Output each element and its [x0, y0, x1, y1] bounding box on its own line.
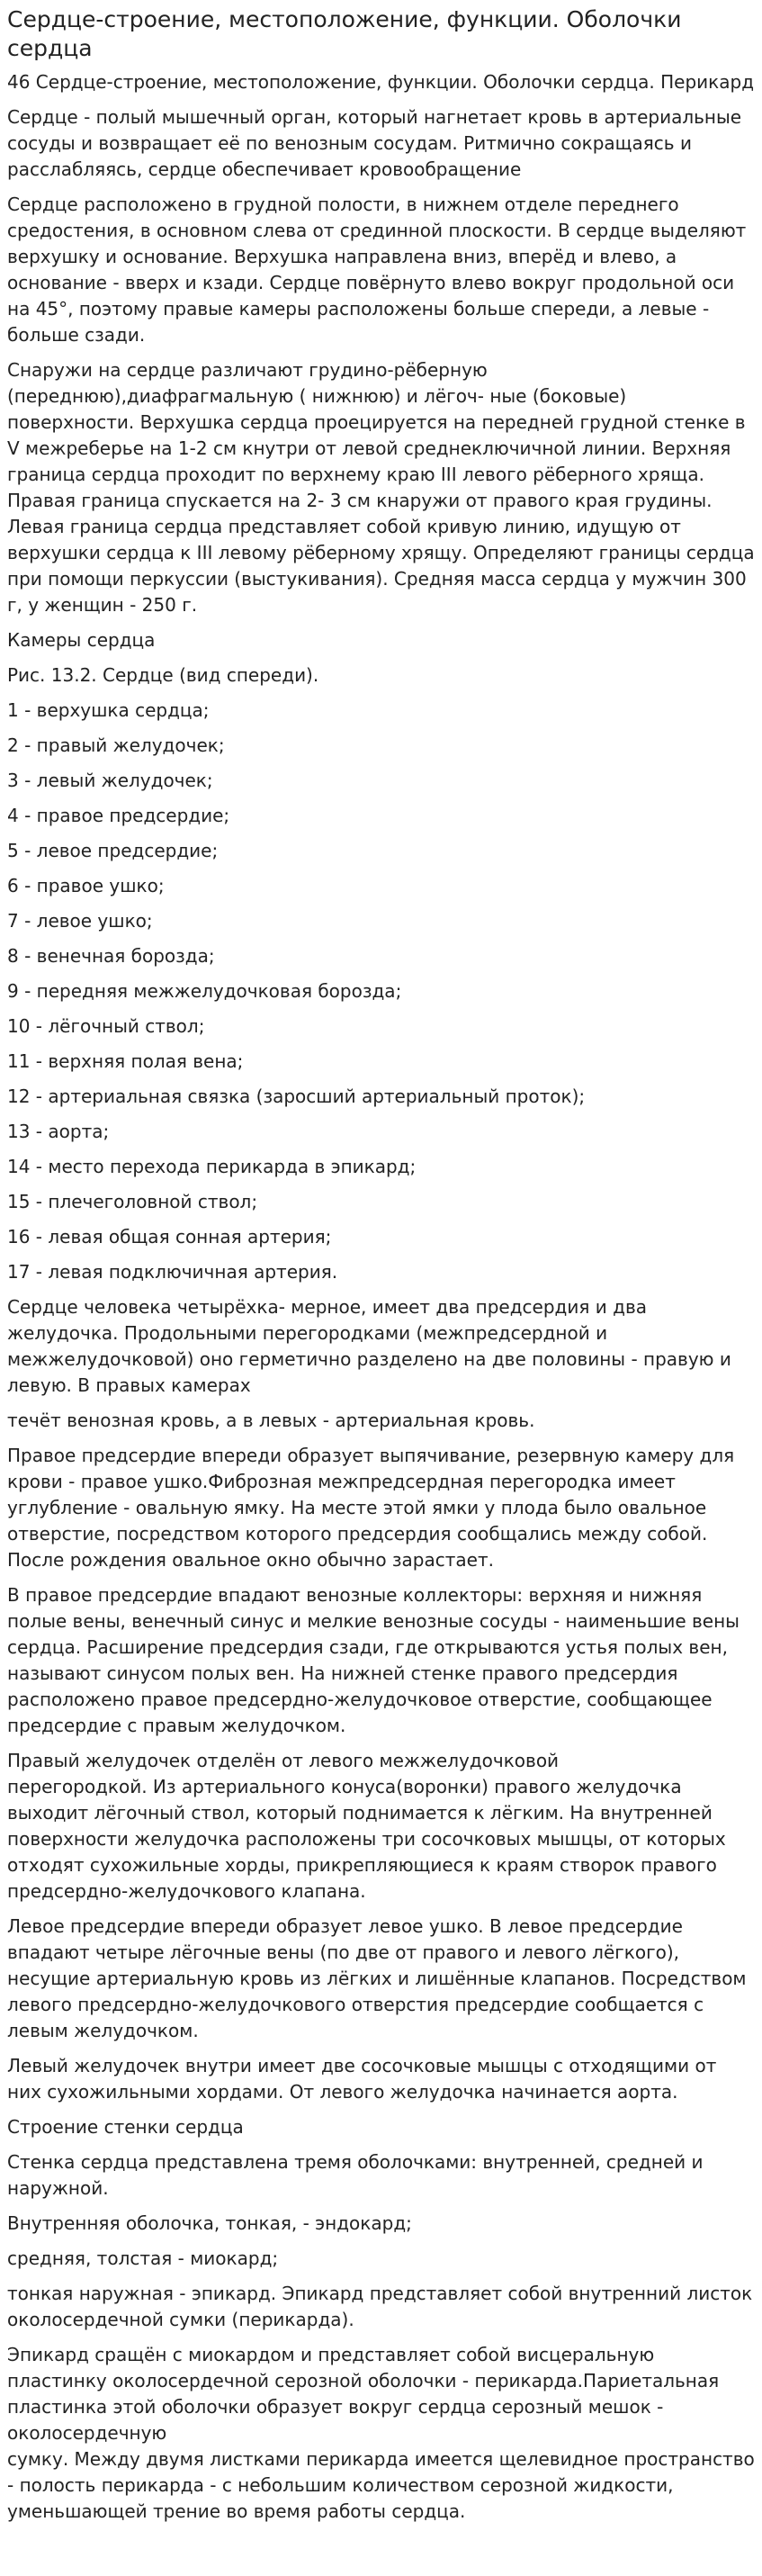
section-heading: Камеры сердца: [7, 629, 156, 651]
figure-legend-item: 3 - левый желудочек;: [7, 770, 213, 791]
figure-legend-item: 13 - аорта;: [7, 1121, 110, 1142]
paragraph: Правый желудочек отделён от левого межжелудочковой перегородкой. Из артериального конуса(воронки) правого желудочка выходит лёгочный ствол, который поднимается к лёгким. На внутренней поверхности желудочка расположены три сосочковых мышцы, от которых отходят сухожильные хорды, прикрепляющиеся к краям створок правого предсердно-желудочкового клапана.: [7, 1750, 726, 1902]
figure-legend-item: 4 - правое предсердие;: [7, 805, 230, 826]
figure-legend-item: 11 - верхняя полая вена;: [7, 1050, 244, 1072]
figure-legend-item: 5 - левое предсердие;: [7, 840, 219, 861]
article-body: [7, 69, 755, 2525]
paragraph: Снаружи на сердце различают грудино-рёберную (переднюю),диафрагмальную ( нижнюю) и лёгоч- ные (боковые) поверхности. Верхушка сердца проецируется на передней грудной стенке в V межреберье на 1-2 см кнутри от левой среднеключичной линии. Верхняя граница сердца проходит по верхнему краю III левого рёберного хряща. Правая граница спускается на 2- 3 см кнаружи от правого края грудины. Левая граница сердца представляет собой кривую линию, идущую от верхушки сердца к III левому рёберному хрящу. Определяют границы сердца при помощи перкуссии (выстукивания). Средняя масса сердца у мужчин 300 г, у женщин - 250 г.: [7, 359, 755, 616]
figure-legend-item: 8 - венечная борозда;: [7, 945, 215, 967]
subtitle: 46 Сердце-строение, местоположение, функции. Оболочки сердца. Перикард: [7, 71, 755, 93]
figure-legend-item: 9 - передняя межжелудочковая борозда;: [7, 980, 402, 1002]
figure-legend-item: 16 - левая общая сонная артерия;: [7, 1226, 332, 1247]
paragraph: Стенка сердца представлена тремя оболочками: внутренней, средней и наружной.: [7, 2151, 704, 2199]
paragraph: Левый желудочек внутри имеет две сосочковые мышцы с отходящими от них сухожильными хордами. От левого желудочка начинается аорта.: [7, 2055, 717, 2103]
paragraph: Сердце расположено в грудной полости, в нижнем отделе переднего средостения, в основном слева от срединной плоскости. В сердце выделяют верхушку и основание. Верхушка направлена вниз, вперёд и влево, а основание - вверх и кзади. Сердце повёрнуто влево вокруг продольной оси на 45°, поэтому правые камеры расположены больше спереди, а левые - больше сзади.: [7, 194, 747, 346]
paragraph: тонкая наружная - эпикард. Эпикард представляет собой внутренний листок околосердечной сумки (перикарда).: [7, 2283, 753, 2330]
paragraph: Левое предсердие впереди образует левое ушко. В левое предсердие впадают четыре лёгочные вены (по две от правого и левого лёгкого), несущие артериальную кровь из лёгких и лишённые клапанов. Посредством левого предсердно-желудочкового отверстия предсердие сообщается с левым желудочком.: [7, 1915, 747, 2041]
page-title: Сердце-строение, местоположение, функции. Оболочки сердца: [7, 6, 682, 61]
figure-legend-item: 1 - верхушка сердца;: [7, 699, 210, 721]
figure-legend-item: 10 - лёгочный ствол;: [7, 1015, 205, 1037]
figure-legend-item: 14 - место перехода перикарда в эпикард;: [7, 1156, 417, 1177]
figure-legend-item: 6 - правое ушко;: [7, 875, 165, 896]
figure-legend-item: 2 - правый желудочек;: [7, 734, 225, 756]
paragraph: средняя, толстая - миокард;: [7, 2247, 279, 2269]
paragraph: В правое предсердие впадают венозные коллекторы: верхняя и нижняя полые вены, венечный синус и мелкие венозные сосуды - наименьшие вены сердца. Расширение предсердия сзади, где открываются устья полых вен, называют синусом полых вен. На нижней стенке правого предсердия расположено правое предсердно-желудочковое отверстие, сообщающее предсердие с правым желудочком.: [7, 1584, 740, 1736]
figure-legend-item: 7 - левое ушко;: [7, 910, 153, 932]
figure-legend-item: 17 - левая подключичная артерия.: [7, 1261, 338, 1283]
figure-legend-item: 12 - артериальная связка (заросший артериальный проток);: [7, 1085, 586, 1107]
paragraph: Сердце человека четырёхка- мерное, имеет два предсердия и два желудочка. Продольными перегородками (межпредсердной и межжелудочковой) оно герметично разделено на две половины - правую и левую. В правых камерах: [7, 1296, 731, 1396]
paragraph: Эпикард сращён с миокардом и представляет собой висцеральную пластинку околосердечной серозной оболочки - перикарда.Париетальная пластинка этой оболочки образует вокруг сердца серозный мешок - околосердечную сумку. Между двумя листками перикарда имеется щелевидное пространство - полость перикарда - с небольшим количеством серозной жидкости, уменьшающей трение во время работы сердца.: [7, 2344, 755, 2522]
paragraph: Внутренняя оболочка, тонкая, - эндокард;: [7, 2212, 412, 2234]
article: [0, 5, 762, 2525]
paragraph: течёт венозная кровь, а в левых - артериальная кровь.: [7, 1410, 535, 1431]
paragraph: Правое предсердие впереди образует выпячивание, резервную камеру для крови - правое ушко.Фиброзная межпредсердная перегородка имеет углубление - овальную ямку. На месте этой ямки у плода было овальное отверстие, посредством которого предсердия сообщались между собой. После рождения овальное окно обычно зарастает.: [7, 1445, 735, 1571]
figure-caption: Рис. 13.2. Сердце (вид спереди).: [7, 664, 319, 686]
section-heading: Строение стенки сердца: [7, 2116, 244, 2138]
figure-legend-item: 15 - плечеголовной ствол;: [7, 1191, 258, 1212]
paragraph: Сердце - полый мышечный орган, который нагнетает кровь в артериальные сосуды и возвращает её по венозным сосудам. Ритмично сокращаясь и расслабляясь, сердце обеспечивает кровообращение: [7, 106, 742, 180]
